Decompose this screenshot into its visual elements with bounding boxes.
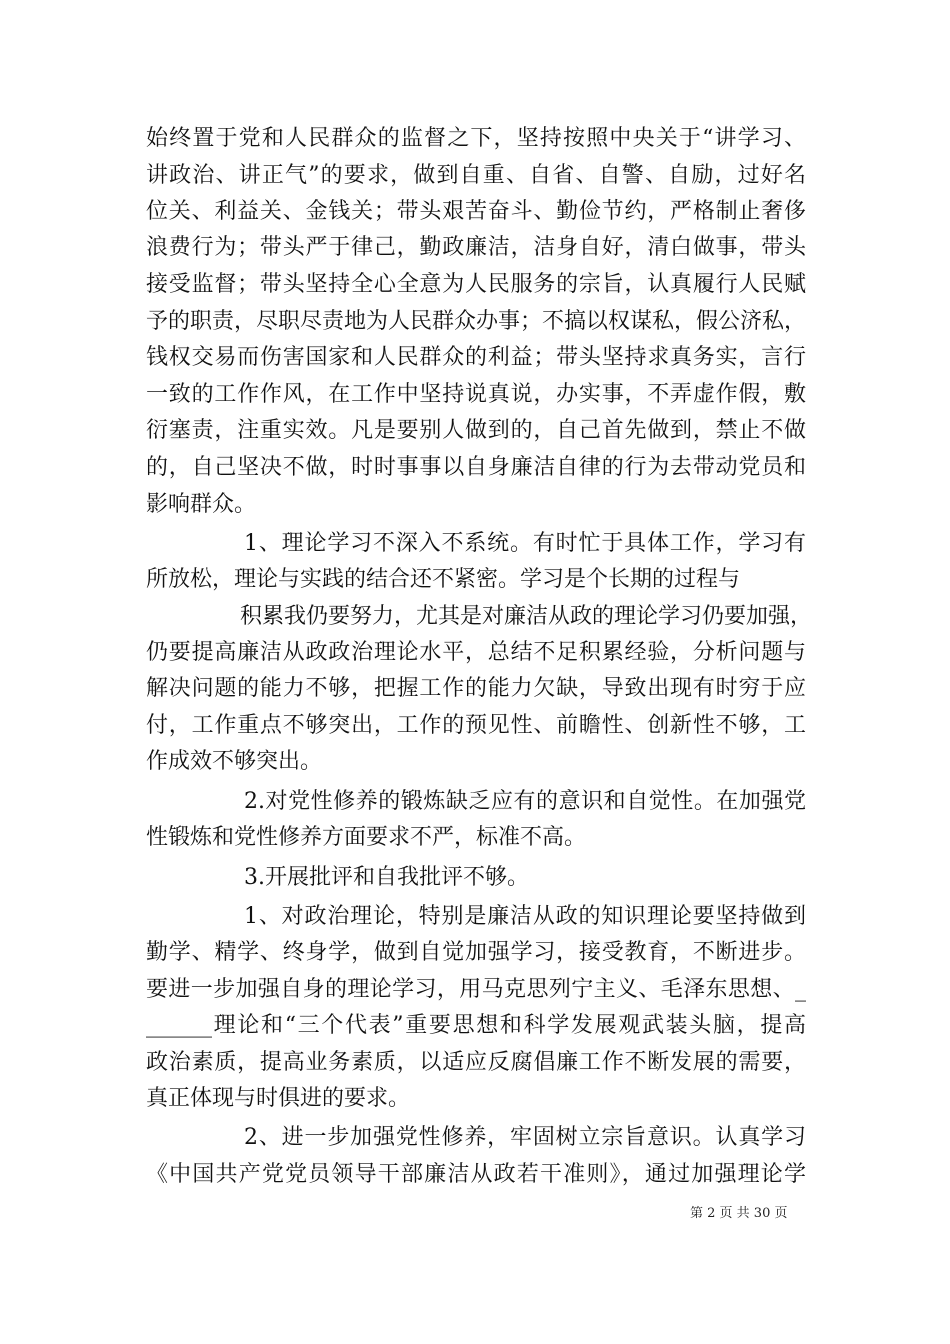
paragraph-line: 解决问题的能力不够，把握工作的能力欠缺，导致出现有时穷于应	[146, 676, 806, 701]
paragraph-line: 仍要提高廉洁从政政治理论水平，总结不足积累经验，分析问题与	[146, 640, 806, 665]
list-item-heading: 2、进一步加强党性修养，牢固树立宗旨意识。认真学习	[244, 1125, 806, 1150]
paragraph-line: 钱权交易而伤害国家和人民群众的利益；带头坚持求真务实，言行	[146, 345, 806, 370]
paragraph-line: 付，工作重点不够突出，工作的预见性、前瞻性、创新性不够，工	[146, 713, 806, 738]
paragraph-line: 始终置于党和人民群众的监督之下，坚持按照中央关于“讲学习、	[146, 126, 806, 151]
paragraph-line: 要进一步加强自身的理论学习，用马克思列宁主义、毛泽东思想、_	[146, 977, 806, 1002]
list-item-heading: 1、理论学习不深入不系统。有时忙于具体工作，学习有	[244, 531, 806, 556]
paragraph-line: 予的职责，尽职尽责地为人民群众办事；不搞以权谋私，假公济私，	[146, 309, 807, 334]
paragraph-line: 性锻炼和党性修养方面要求不严，标准不高。	[146, 825, 587, 850]
list-item-heading: 3.开展批评和自我批评不够。	[244, 865, 529, 890]
paragraph-line: 的，自己坚决不做，时时事事以自身廉洁自律的行为去带动党员和	[146, 455, 806, 480]
paragraph-line: 影响群众。	[146, 492, 257, 517]
paragraph-line: 作成效不够突出。	[146, 749, 323, 774]
paragraph-line: 所放松，理论与实践的结合还不紧密。学习是个长期的过程与	[146, 567, 741, 592]
paragraph-line: 衍塞责，注重实效。凡是要别人做到的，自己首先做到，禁止不做	[146, 418, 806, 443]
paragraph-line: 讲政治、讲正气”的要求，做到自重、自省、自警、自励，过好名	[146, 163, 806, 188]
list-item-heading: 1、对政治理论，特别是廉洁从政的知识理论要坚持做到	[244, 904, 806, 929]
paragraph-line: 位关、利益关、金钱关；带头艰苦奋斗、勤俭节约，严格制止奢侈	[146, 199, 806, 224]
paragraph-line: 积累我仍要努力，尤其是对廉洁从政的理论学习仍要加强，	[240, 604, 813, 629]
paragraph-line: ______理论和“三个代表”重要思想和科学发展观武装头脑，提高	[146, 1013, 806, 1038]
paragraph-line: 浪费行为；带头严于律己，勤政廉洁，洁身自好，清白做事，带头	[146, 235, 806, 260]
paragraph-line: 政治素质，提高业务素质，以适应反腐倡廉工作不断发展的需要，	[146, 1050, 806, 1075]
list-item-heading: 2.对党性修养的锻炼缺乏应有的意识和自觉性。在加强党	[244, 789, 806, 814]
page-number: 第 2 页 共 30 页	[690, 1206, 788, 1221]
paragraph-line: 一致的工作作风，在工作中坚持说真说，办实事，不弄虚作假，敷	[146, 382, 806, 407]
paragraph-line: 真正体现与时俱进的要求。	[146, 1086, 411, 1111]
paragraph-line: 接受监督；带头坚持全心全意为人民服务的宗旨，认真履行人民赋	[146, 272, 806, 297]
paragraph-line: 《中国共产党党员领导干部廉洁从政若干准则》，通过加强理论学	[146, 1162, 806, 1187]
paragraph-line: 勤学、精学、终身学，做到自觉加强学习，接受教育，不断进步。	[146, 940, 806, 965]
